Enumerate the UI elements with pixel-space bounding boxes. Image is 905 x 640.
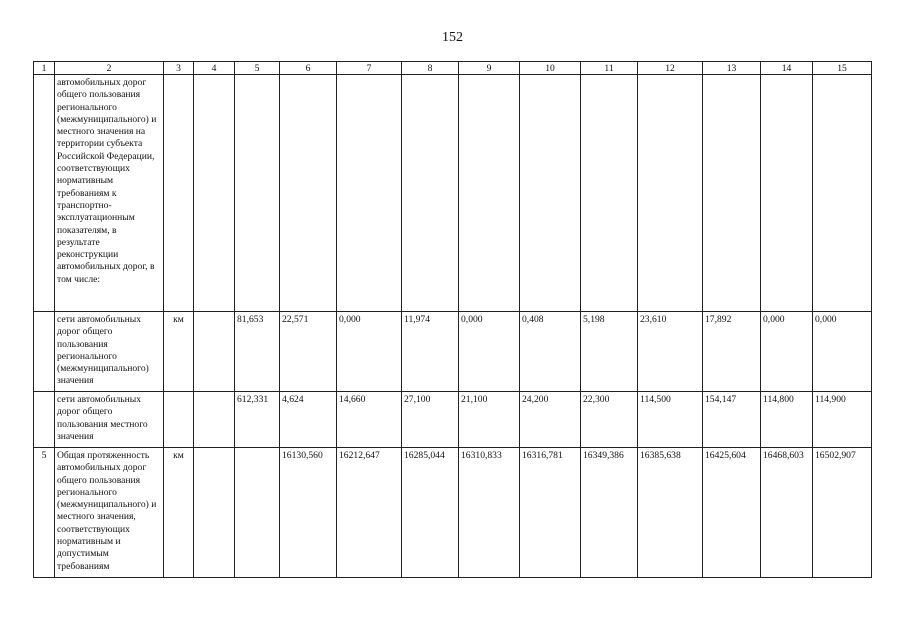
header-cell: 15 [813,62,872,75]
value-cell [235,75,280,312]
header-cell: 5 [235,62,280,75]
value-cell: 4,624 [280,392,337,448]
header-cell: 10 [520,62,581,75]
value-cell: 22,571 [280,312,337,392]
header-cell: 7 [337,62,402,75]
value-cell: 16502,907 [813,448,872,578]
value-cell: 16349,386 [581,448,638,578]
table-row [34,448,872,578]
row-number-cell [34,392,55,448]
value-cell: 16130,560 [280,448,337,578]
value-cell [194,392,235,448]
table-row [34,312,872,392]
description-cell: Общая протяженность автомобильных дорог общего пользования регионального (межмуниципального) и местного значения, соответствующих нормативным и допустимым требованиям [55,448,164,578]
value-cell: 612,331 [235,392,280,448]
value-cell: 24,200 [520,392,581,448]
value-cell: 5,198 [581,312,638,392]
unit-cell [164,75,194,312]
table-row [34,392,872,448]
value-cell [194,448,235,578]
value-cell: 23,610 [638,312,703,392]
value-cell [280,75,337,312]
table-row [34,75,872,312]
header-cell: 12 [638,62,703,75]
value-cell: 27,100 [402,392,459,448]
value-cell [235,448,280,578]
value-cell [337,75,402,312]
row-number-cell [34,75,55,312]
value-cell [194,75,235,312]
value-cell: 0,000 [459,312,520,392]
value-cell [761,75,813,312]
value-cell: 21,100 [459,392,520,448]
value-cell: 0,000 [813,312,872,392]
page-number: 152 [442,30,463,45]
value-cell [194,312,235,392]
description-cell: сети автомобильных дорог общего пользования местного значения [55,392,164,448]
header-cell: 8 [402,62,459,75]
header-cell: 1 [34,62,55,75]
value-cell: 11,974 [402,312,459,392]
value-cell: 16285,044 [402,448,459,578]
value-cell: 22,300 [581,392,638,448]
value-cell: 114,500 [638,392,703,448]
value-cell [813,75,872,312]
header-cell: 6 [280,62,337,75]
value-cell: 16212,647 [337,448,402,578]
value-cell: 81,653 [235,312,280,392]
value-cell: 16425,604 [703,448,761,578]
value-cell [402,75,459,312]
value-cell [520,75,581,312]
unit-cell: км [164,312,194,392]
unit-cell: км [164,448,194,578]
header-cell: 13 [703,62,761,75]
unit-cell [164,392,194,448]
value-cell: 16310,833 [459,448,520,578]
value-cell: 114,900 [813,392,872,448]
description-cell: автомобильных дорог общего пользования регионального (межмуниципального) и местного значения на территории субъекта Российской Федерации, соответствующих нормативным требованиям к транспортно-эксплуатационным показателям, в результате реконструкции автомобильных дорог, в том числе: [55,75,164,312]
value-cell [459,75,520,312]
row-number-cell [34,312,55,392]
header-cell: 2 [55,62,164,75]
value-cell: 114,800 [761,392,813,448]
row-number-cell: 5 [34,448,55,578]
value-cell [638,75,703,312]
value-cell: 17,892 [703,312,761,392]
header-cell: 9 [459,62,520,75]
header-cell: 14 [761,62,813,75]
header-cell: 3 [164,62,194,75]
value-cell: 0,000 [337,312,402,392]
value-cell: 0,000 [761,312,813,392]
header-cell: 11 [581,62,638,75]
header-cell: 4 [194,62,235,75]
value-cell: 0,408 [520,312,581,392]
value-cell: 16316,781 [520,448,581,578]
value-cell: 16468,603 [761,448,813,578]
value-cell: 16385,638 [638,448,703,578]
description-cell: сети автомобильных дорог общего пользования регионального (межмуниципального) значения [55,312,164,392]
value-cell: 14,660 [337,392,402,448]
value-cell [581,75,638,312]
data-table [33,61,872,578]
table-header-row [34,62,872,75]
value-cell [703,75,761,312]
value-cell: 154,147 [703,392,761,448]
